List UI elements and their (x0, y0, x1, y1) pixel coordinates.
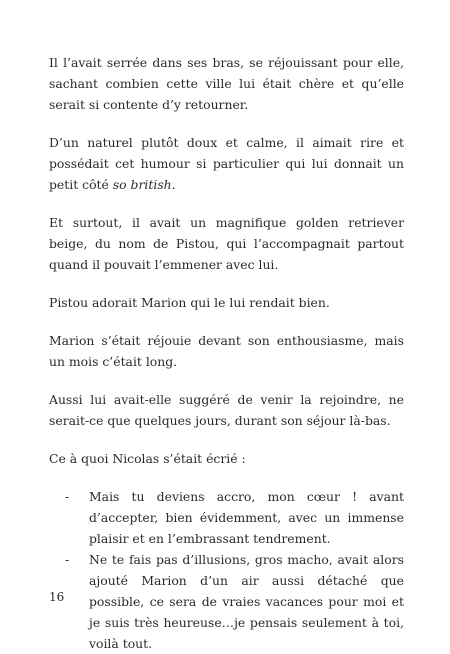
paragraph-4: Pistou adorait Marion qui le lui rendait bien. (49, 295, 330, 310)
dialogue-dash: - (65, 489, 70, 504)
dialogue-text: Ne te fais pas d’illusions, gros macho, avait alors ajouté Marion d’un air aussi détaché que possible, ce sera de vraies vacances pour moi et je suis très heureuse…je pensais seulement à toi, voilà tout. (89, 552, 404, 651)
dialogue-dash: - (65, 552, 70, 567)
dialogue-list (49, 486, 404, 654)
dialogue-block (49, 486, 404, 654)
paragraph-2-text: D’un naturel plutôt doux et calme, il aimait rire et possédait cet humour si particulier qui lui donnait un petit côté (49, 135, 404, 192)
paragraph-2 (49, 132, 404, 195)
dialogue-line-2 (49, 549, 404, 654)
paragraph-3: Et surtout, il avait un magnifique golden retriever beige, du nom de Pistou, qui l’accompagnait partout quand il pouvait l’emmener avec lui. (49, 215, 404, 272)
dialogue-text: Mais tu deviens accro, mon cœur ! avant d’accepter, bien évidemment, avec un immense plaisir et en l’embrassant tendrement. (89, 489, 404, 546)
paragraph-1: Il l’avait serrée dans ses bras, se réjouissant pour elle, sachant combien cette ville lui était chère et qu’elle serait si contente d’y retourner. (49, 55, 404, 112)
paragraph-5: Marion s’était réjouie devant son enthousiasme, mais un mois c’était long. (49, 333, 404, 369)
page-number: 16 (49, 590, 65, 604)
paragraph-6: Aussi lui avait-elle suggéré de venir la rejoindre, ne serait-ce que quelques jours, durant son séjour là-bas. (49, 392, 404, 428)
page-body (49, 52, 404, 654)
dialogue-line-1 (49, 486, 404, 549)
paragraph-7: Ce à quoi Nicolas s’était écrié : (49, 451, 246, 466)
italic-phrase: so british. (112, 177, 176, 192)
